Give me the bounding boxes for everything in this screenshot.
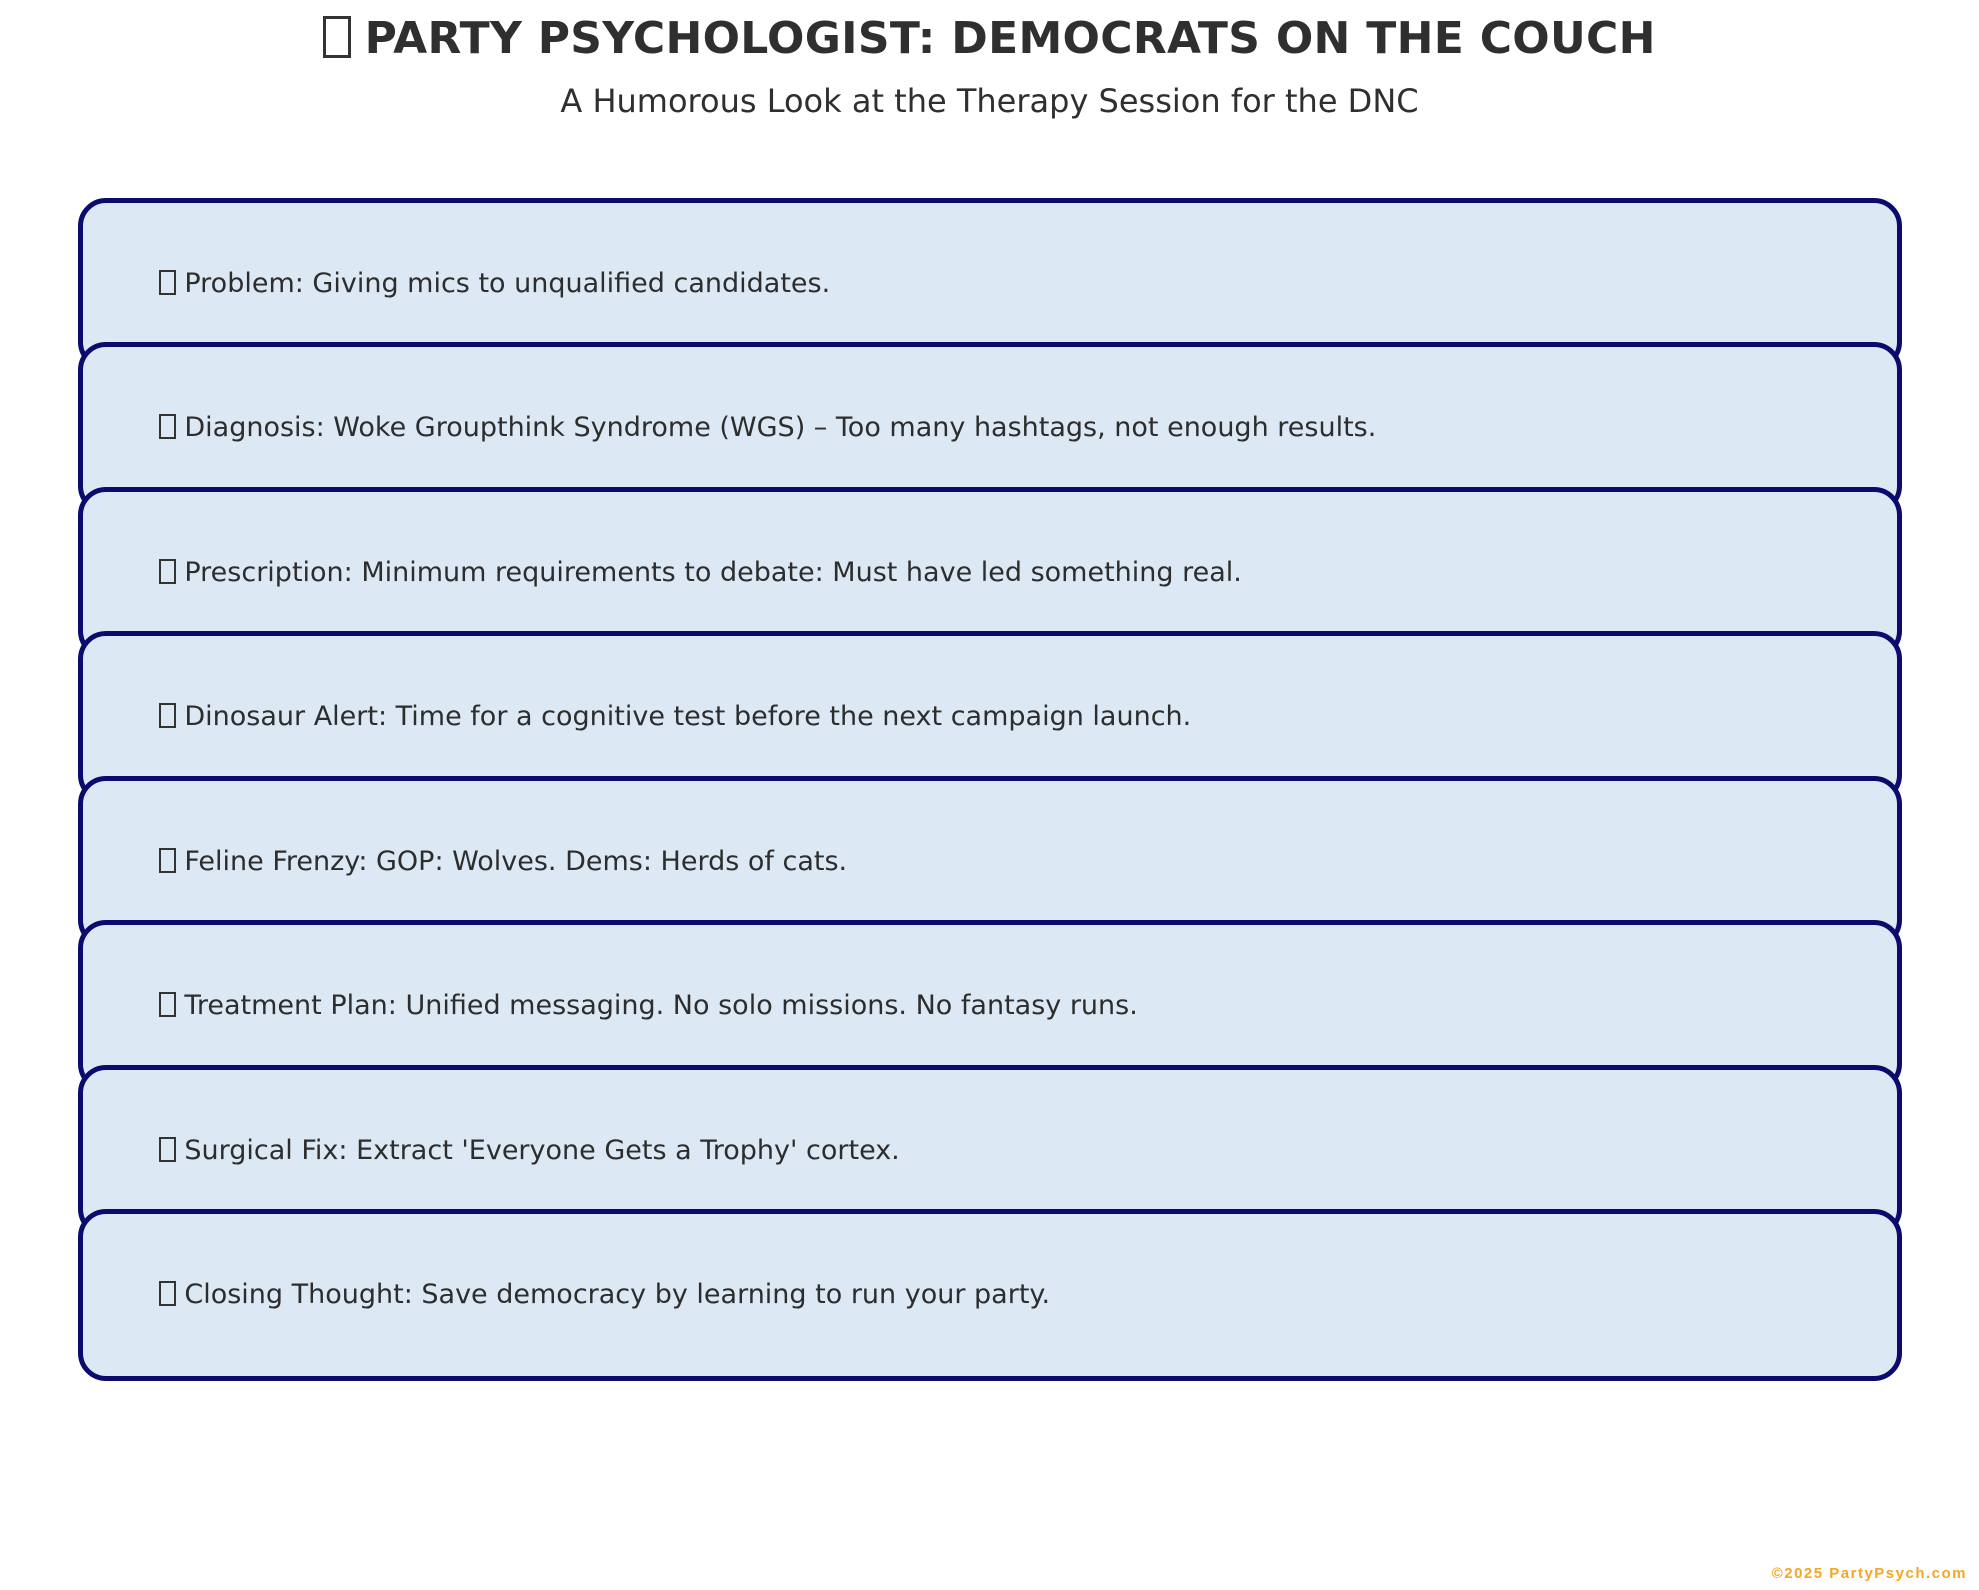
missing-glyph-icon xyxy=(159,1137,176,1163)
card-label: Surgical Fix: Extract 'Everyone Gets a Trophy' cortex. xyxy=(184,1135,900,1166)
card-closing-thought xyxy=(78,1209,1902,1381)
card-text xyxy=(159,267,830,301)
card-label: Diagnosis: Woke Groupthink Syndrome (WGS) – Too many hashtags, not enough results. xyxy=(184,412,1377,443)
page-subtitle: A Humorous Look at the Therapy Session for the DNC xyxy=(560,82,1419,120)
page-title-text: PARTY PSYCHOLOGIST: DEMOCRATS ON THE COUCH xyxy=(364,13,1656,64)
card-label: Dinosaur Alert: Time for a cognitive test before the next campaign launch. xyxy=(184,701,1192,732)
missing-glyph-icon xyxy=(159,270,176,296)
missing-glyph-icon xyxy=(159,559,176,585)
card-label: Feline Frenzy: GOP: Wolves. Dems: Herds of cats. xyxy=(184,846,848,877)
card-text xyxy=(159,556,1242,590)
copyright-footer: ©2025 PartyPsych.com xyxy=(1771,1565,1967,1582)
card-text xyxy=(159,411,1376,445)
card-label: Prescription: Minimum requirements to debate: Must have led something real. xyxy=(184,557,1242,588)
card-label: Closing Thought: Save democracy by learning to run your party. xyxy=(184,1279,1051,1310)
missing-glyph-icon xyxy=(159,414,176,440)
missing-glyph-icon xyxy=(159,1281,176,1307)
missing-glyph-icon xyxy=(159,992,176,1018)
missing-glyph-icon xyxy=(159,703,176,729)
card-text xyxy=(159,1278,1050,1312)
missing-glyph-icon xyxy=(159,848,176,874)
card-label: Problem: Giving mics to unqualified candidates. xyxy=(184,268,831,299)
card-label: Treatment Plan: Unified messaging. No solo missions. No fantasy runs. xyxy=(184,990,1138,1021)
card-text xyxy=(159,1134,900,1168)
card-text xyxy=(159,989,1138,1023)
card-text xyxy=(159,700,1191,734)
card-text xyxy=(159,845,847,879)
